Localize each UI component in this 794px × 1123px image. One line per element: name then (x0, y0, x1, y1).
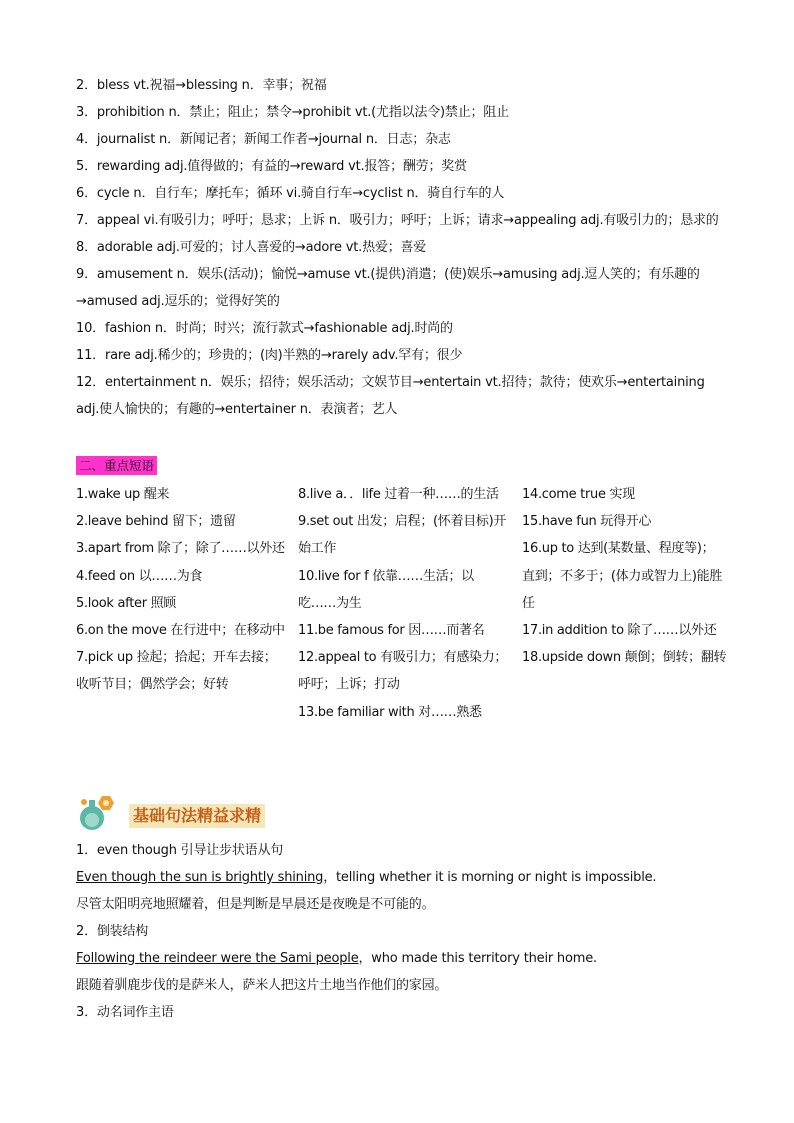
example-sentence (76, 945, 726, 972)
vocab-item: 3．prohibition n．禁止；阻止；禁令→prohibit vt.(尤指以法令)禁止；阻止 (76, 105, 509, 120)
vocab-item: 6．cycle n．自行车；摩托车；循环 vi.骑自行车→cyclist n．骑自行车的人 (76, 186, 505, 201)
phrase-column-2 (298, 481, 508, 726)
sentence-rest: ，who made this territory their home. (358, 951, 597, 966)
phrase-item: 15.have fun 玩得开心 (522, 514, 652, 530)
grammar-heading: 1．even though 引导让步状语从句 (76, 843, 284, 858)
phrase-item: 8.live a．．life 过着一种……的生活 (298, 487, 499, 502)
underlined-clause: Following the reindeer were the Sami people (76, 951, 359, 966)
phrase-item: 7.pick up 捡起；拾起；开车去接；收听节目；偶然学会；好转 (76, 650, 277, 693)
flask-icon (72, 792, 120, 832)
vocabulary-list (76, 72, 726, 423)
section-title-phrases: 二、重点短语 (76, 456, 157, 475)
phrase-column-1 (76, 481, 286, 699)
phrase-item: 17.in addition to 除了……以外还 (522, 623, 717, 639)
phrase-item: 5.look after 照顾 (76, 595, 176, 611)
vocab-item: 10．fashion n．时尚；时兴；流行款式→fashionable adj.时尚的 (76, 321, 453, 336)
grammar-heading: 2．倒装结构 (76, 924, 149, 939)
phrase-item: 4.feed on 以……为食 (76, 568, 203, 584)
phrase-column-3 (522, 481, 727, 671)
grammar-heading: 3．动名词作主语 (76, 1005, 174, 1020)
vocab-item: 8．adorable adj.可爱的；讨人喜爱的→adore vt.热爱；喜爱 (76, 240, 427, 255)
sentence-rest: ，telling whether it is morning or night is impossible. (323, 870, 657, 885)
vocab-item: 5．rewarding adj.值得做的；有益的→reward vt.报答；酬劳；奖赏 (76, 159, 467, 174)
phrase-item: 18.upside down 颠倒；倒转；翻转 (522, 650, 727, 666)
example-sentence (76, 864, 726, 891)
phrase-item: 3.apart from 除了；除了……以外还 (76, 541, 285, 557)
phrase-item: 13.be familiar with 对……熟悉 (298, 704, 482, 720)
vocab-item: 9．amusement n．娱乐(活动)；愉悦→amuse vt.(提供)消遣；(使)娱乐→amusing adj.逗人笑的；有乐趣的→amused adj.逗乐的；觉得好笑的 (76, 267, 700, 309)
phrase-item: 11.be famous for 因……而著名 (298, 623, 485, 639)
underlined-clause: Even though the sun is brightly shining (76, 870, 324, 885)
vocab-item: 7．appeal vi.有吸引力；呼吁；恳求；上诉 n．吸引力；呼吁；上诉；请求→appealing adj.有吸引力的；恳求的 (76, 213, 719, 228)
phrase-item: 1.wake up 醒来 (76, 487, 170, 502)
vocab-item: 4．journalist n．新闻记者；新闻工作者→journal n．日志；杂志 (76, 132, 451, 147)
phrase-item: 6.on the move 在行进中；在移动中 (76, 623, 285, 639)
phrase-item: 2.leave behind 留下；遗留 (76, 514, 236, 530)
vocab-item: 12．entertainment n．娱乐；招待；娱乐活动；文娱节目→entertain vt.招待；款待；使欢乐→entertaining adj.使人愉快的；有趣的→entertainer n．表演者；艺人 (76, 375, 705, 417)
section-title-grammar: 基础句法精益求精 (129, 804, 265, 828)
vocab-item: 2．bless vt.祝福→blessing n．幸事；祝福 (76, 78, 327, 93)
phrase-item: 16.up to 达到(某数量、程度等)；直到；不多于；(体力或智力上)能胜任 (522, 541, 723, 611)
vocab-item: 11．rare adj.稀少的；珍贵的；(肉)半熟的→rarely adv.罕有；很少 (76, 348, 463, 363)
sentence-translation: 跟随着驯鹿步伐的是萨米人，萨米人把这片土地当作他们的家园。 (76, 978, 448, 993)
phrase-item: 9.set out 出发；启程；(怀着目标)开始工作 (298, 514, 507, 557)
phrase-item: 10.live for f 依靠……生活；以吃……为生 (298, 568, 474, 611)
phrase-item: 12.appeal to 有吸引力；有感染力；呼吁；上诉；打动 (298, 650, 508, 693)
sentence-translation: 尽管太阳明亮地照耀着，但是判断是早晨还是夜晚是不可能的。 (76, 897, 435, 912)
phrase-item: 14.come true 实现 (522, 487, 635, 502)
